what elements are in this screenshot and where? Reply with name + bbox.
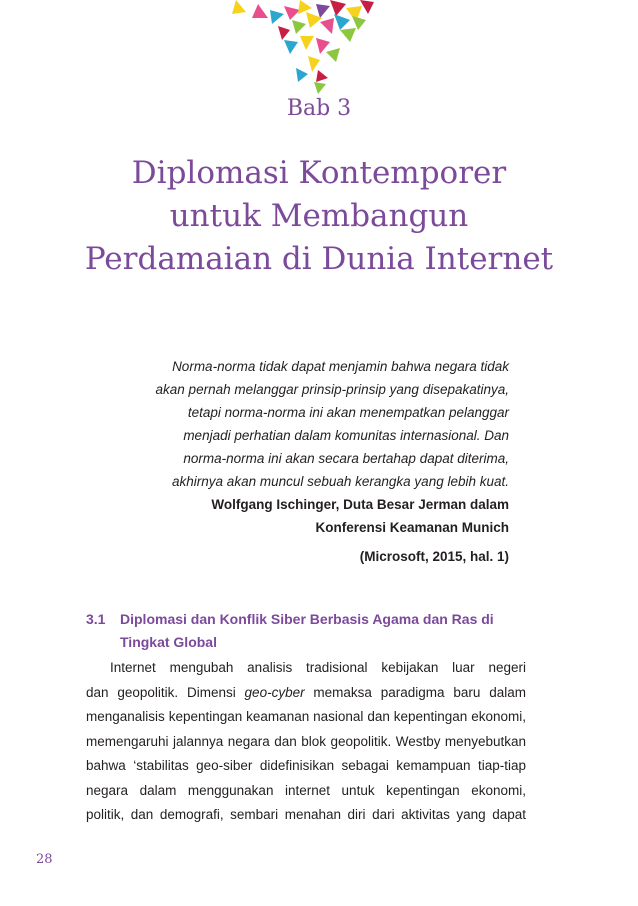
epigraph-line: akan pernah melanggar prinsip-prinsip yang disepakatinya, <box>155 382 509 397</box>
chapter-label: Bab 3 <box>286 96 352 121</box>
epigraph-line: akhirnya akan muncul sebuah kerangka yang lebih kuat. <box>172 474 509 489</box>
attribution-line: Konferensi Keamanan Munich <box>315 520 509 535</box>
page-number: 28 <box>36 852 53 867</box>
confetti-triangles-decoration <box>0 0 638 110</box>
chapter-title-line: Perdamaian di Dunia Internet <box>84 241 554 277</box>
paragraph-line: bahwa ‘stabilitas geo-siber didefinisikan sebagai kemampuan tiap-tiap <box>86 758 526 773</box>
chapter-title-line: Diplomasi Kontemporer <box>131 155 507 191</box>
epigraph-line: menjadi perhatian dalam komunitas internasional. Dan <box>183 428 509 443</box>
paragraph-line: Internet mengubah analisis tradisional kebijakan luar negeri <box>110 660 526 675</box>
epigraph-line: Norma-norma tidak dapat menjamin bahwa negara tidak <box>172 359 509 374</box>
epigraph-quote <box>130 355 509 493</box>
section-title-line: Tingkat Global <box>120 634 217 650</box>
emphasis-term: geo-cyber <box>244 684 305 700</box>
paragraph-line: menganalisis kepentingan keamanan nasional dan kepentingan ekonomi, <box>86 709 526 724</box>
section-number: 3.1 <box>86 611 106 627</box>
epigraph-attribution <box>130 493 509 539</box>
epigraph-line: norma-norma ini akan secara bertahap dapat diterima, <box>183 451 509 466</box>
paragraph-text: memaksa paradigma baru dalam <box>304 684 526 700</box>
chapter-title <box>40 152 598 281</box>
paragraph-line: politik, dan demografi, sembari menahan diri dari aktivitas yang dapat <box>86 807 526 822</box>
attribution-line: Wolfgang Ischinger, Duta Besar Jerman dalam <box>211 497 509 512</box>
chapter-title-line: untuk Membangun <box>169 198 469 234</box>
section-title <box>120 608 526 654</box>
body-paragraph <box>86 656 526 828</box>
paragraph-line <box>86 681 526 706</box>
paragraph-line: memengaruhi jalannya negara dan blok geopolitik. Westby menyebutkan <box>86 733 526 749</box>
paragraph-text: dan geopolitik. Dimensi <box>86 684 245 700</box>
paragraph-line: negara dalam menggunakan internet untuk kepentingan ekonomi, <box>86 782 526 798</box>
section-title-line: Diplomasi dan Konflik Siber Berbasis Agama dan Ras di <box>120 611 494 627</box>
epigraph-line: tetapi norma-norma ini akan menempatkan pelanggar <box>187 405 509 420</box>
epigraph-citation: (Microsoft, 2015, hal. 1) <box>359 549 509 564</box>
